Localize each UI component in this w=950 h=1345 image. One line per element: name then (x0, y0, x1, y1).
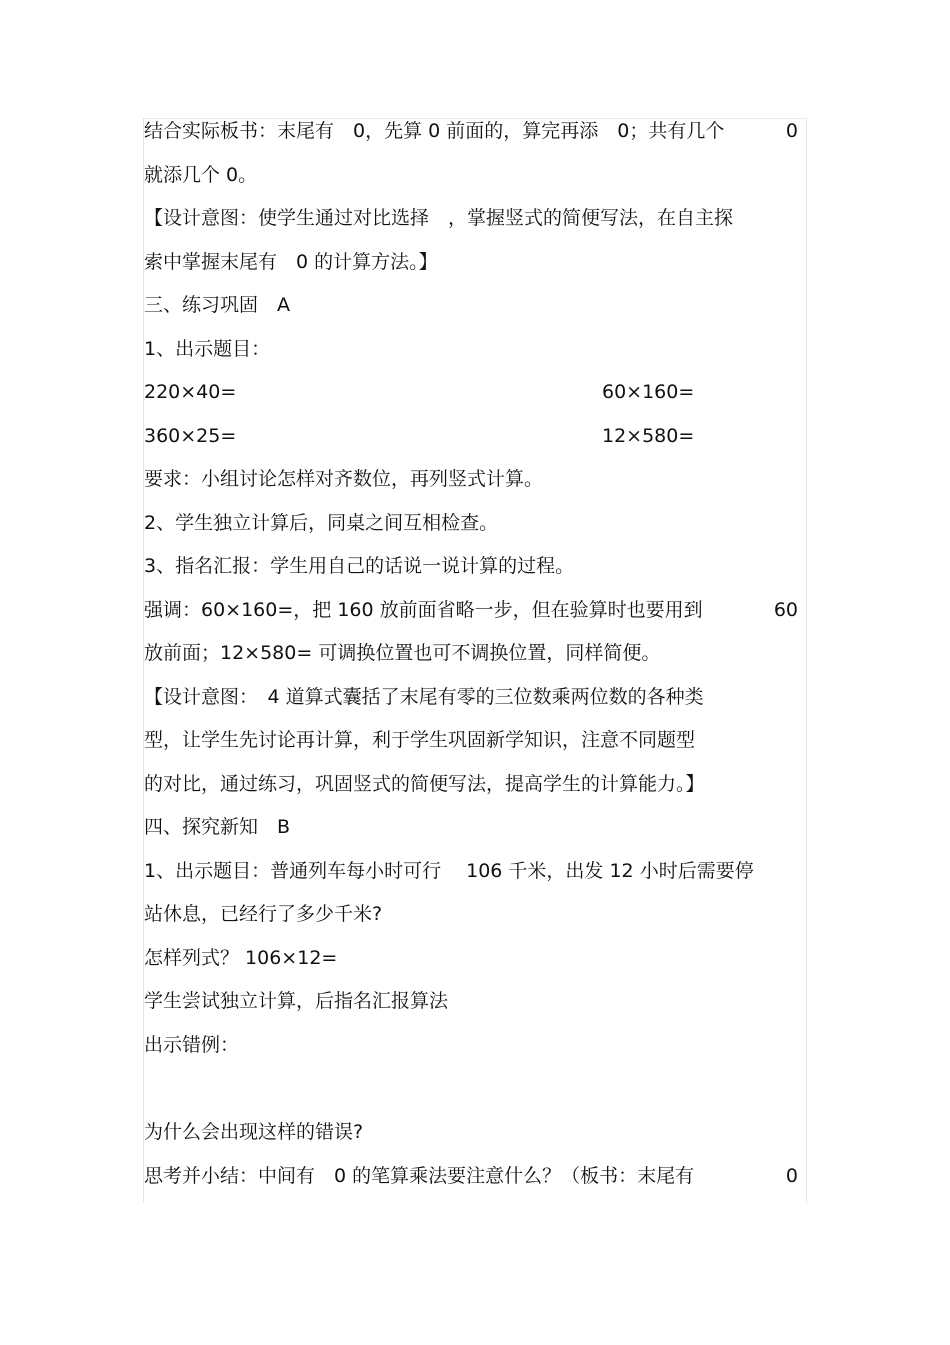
line-end-text: 60 (773, 598, 798, 621)
text-line (144, 328, 804, 372)
line-text: 3、指名汇报：学生用自己的话说一说计算的过程。 (144, 555, 575, 577)
section-heading (144, 806, 804, 850)
equation-left: 220×40= (144, 381, 237, 403)
line-text: 【设计意图：使学生通过对比选择 ，掌握竖式的简便写法，在自主探 (144, 207, 734, 229)
equation-right: 60×160= (602, 381, 695, 403)
line-text: 学生尝试独立计算，后指名汇报算法 (144, 990, 449, 1012)
text-line (144, 719, 804, 763)
line-text: 索中掌握末尾有 0 的计算方法。】 (144, 250, 438, 273)
text-line (144, 632, 804, 676)
text-line (144, 980, 804, 1024)
text-line (144, 502, 804, 546)
text-line (144, 589, 804, 633)
line-text: 结合实际板书：末尾有 0，先算 0 前面的，算完再添 0；共有几个 (144, 120, 725, 142)
line-end-text: 0 (785, 120, 798, 142)
blank-line (144, 1067, 804, 1111)
line-text: 三、练习巩固 A (144, 294, 290, 316)
line-text: 出示错例： (144, 1033, 240, 1056)
equation-row (144, 415, 804, 459)
text-line (144, 110, 804, 154)
text-line (144, 893, 804, 937)
line-text: 的对比，通过练习，巩固竖式的简便写法，提高学生的计算能力。】 (144, 772, 705, 795)
text-line (144, 241, 804, 285)
text-line (144, 1111, 804, 1155)
line-text: 为什么会出现这样的错误? (144, 1121, 364, 1143)
text-line (144, 763, 804, 807)
line-text: 站休息，已经行了多少千米? (144, 903, 383, 925)
line-text: 型，让学生先讨论再计算，利于学生巩固新学知识，注意不同题型 (144, 729, 696, 751)
line-text: 思考并小结：中间有 0 的笔算乘法要注意什么？（板书：末尾有 (144, 1164, 695, 1187)
text-line (144, 458, 804, 502)
equation-left: 360×25= (144, 424, 237, 447)
equation-right: 12×580= (602, 424, 695, 447)
line-text: 就添几个 0。 (144, 163, 258, 186)
text-line (144, 937, 804, 981)
text-line (144, 1024, 804, 1068)
section-heading (144, 284, 804, 328)
text-line (144, 676, 804, 720)
line-text: 强调：60×160=，把 160 放前面省略一步，但在验算时也要用到 (144, 598, 703, 621)
equation-row (144, 371, 804, 415)
text-line (144, 850, 804, 894)
document-body (144, 110, 804, 1198)
text-line (144, 1155, 804, 1199)
line-text: 四、探究新知 B (144, 816, 291, 838)
line-text: 1、出示题目：普通列车每小时可行 106 千米，出发 12 小时后需要停 (144, 859, 754, 882)
line-text: 2、学生独立计算后，同桌之间互相检查。 (144, 511, 499, 534)
line-text: 怎样列式？ 106×12= (144, 946, 338, 969)
line-text: 【设计意图： 4 道算式囊括了末尾有零的三位数乘两位数的各种类 (144, 685, 704, 708)
line-end-text: 0 (785, 1164, 798, 1187)
line-text: 1、出示题目： (144, 337, 271, 360)
line-text: 要求：小组讨论怎样对齐数位，再列竖式计算。 (144, 468, 544, 490)
text-line (144, 545, 804, 589)
line-text: 放前面；12×580= 可调换位置也可不调换位置，同样简便。 (144, 642, 661, 664)
text-line (144, 197, 804, 241)
text-line (144, 154, 804, 198)
